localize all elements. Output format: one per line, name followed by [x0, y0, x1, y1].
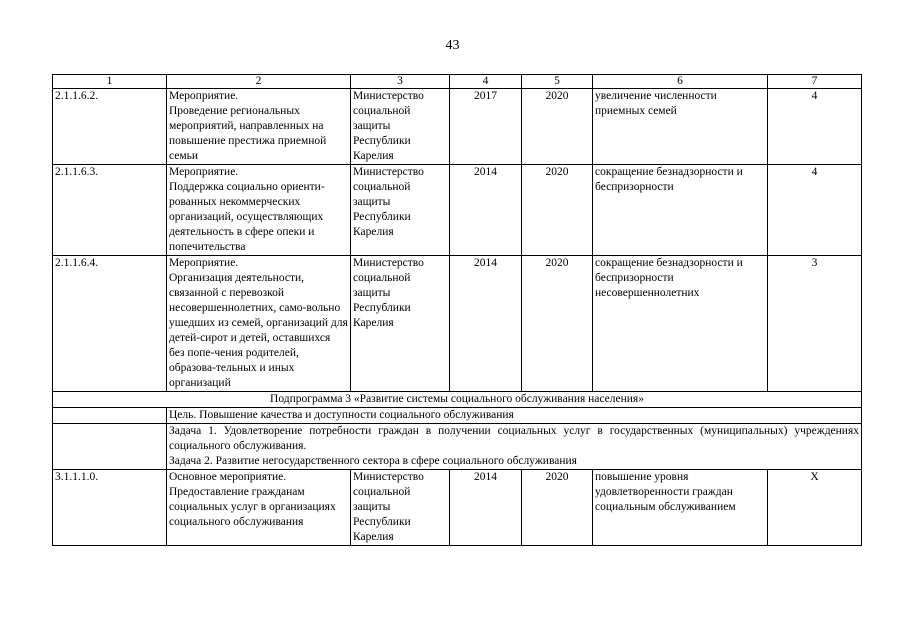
- row-executor: Министерство социальной защиты Республики Карелия: [351, 470, 450, 546]
- row-result: сокращение безнадзорности и беспризорности несовершеннолетних: [593, 256, 768, 392]
- table-row: [53, 89, 862, 165]
- header-cell: 3: [351, 75, 450, 89]
- row-executor: Министерство социальной защиты Республики Карелия: [351, 89, 450, 165]
- row-end-year: 2020: [522, 89, 593, 165]
- row-result: увеличение численности приемных семей: [593, 89, 768, 165]
- empty-cell: [53, 424, 167, 470]
- subprogram-row: [53, 392, 862, 408]
- row-code: 2.1.1.6.4.: [53, 256, 167, 392]
- row-start-year: 2017: [450, 89, 522, 165]
- row-start-year: 2014: [450, 256, 522, 392]
- program-table: [52, 74, 862, 546]
- subprogram-title: Подпрограмма 3 «Развитие системы социального обслуживания населения»: [53, 392, 862, 408]
- row-start-year: 2014: [450, 470, 522, 546]
- table-row: [53, 470, 862, 546]
- goal-row: [53, 408, 862, 424]
- row-event: Мероприятие. Проведение региональных мероприятий, направленных на повышение престижа приемной семьи: [167, 89, 351, 165]
- row-end-year: 2020: [522, 165, 593, 256]
- header-cell: 7: [768, 75, 862, 89]
- row-end-year: 2020: [522, 470, 593, 546]
- table-row: [53, 256, 862, 392]
- table-header-row: [53, 75, 862, 89]
- header-cell: 1: [53, 75, 167, 89]
- header-cell: 6: [593, 75, 768, 89]
- tasks-row: [53, 424, 862, 470]
- page-number: 43: [445, 38, 460, 53]
- row-result: сокращение безнадзорности и беспризорности: [593, 165, 768, 256]
- task-2-text: Задача 2. Развитие негосударственного сектора в сфере социального обслуживания: [169, 455, 577, 467]
- row-end-year: 2020: [522, 256, 593, 392]
- row-event: Мероприятие. Поддержка социально ориенти-рованных некоммерческих организаций, осуществляющих деятельность в сфере опеки и попечительства: [167, 165, 351, 256]
- row-code: 2.1.1.6.3.: [53, 165, 167, 256]
- row-start-year: 2014: [450, 165, 522, 256]
- task-1-text: Задача 1. Удовлетворение потребности граждан в получении социальных услуг в государственных (муниципальных) учреждениях социального обслуживания.: [169, 425, 859, 452]
- row-indicator: 4: [768, 89, 862, 165]
- tasks-cell: [167, 424, 862, 470]
- header-cell: 5: [522, 75, 593, 89]
- goal-text: Цель. Повышение качества и доступности социального обслуживания: [167, 408, 862, 424]
- row-indicator: 4: [768, 165, 862, 256]
- row-indicator: 3: [768, 256, 862, 392]
- row-result: повышение уровня удовлетворенности граждан социальным обслуживанием: [593, 470, 768, 546]
- row-code: 3.1.1.1.0.: [53, 470, 167, 546]
- row-indicator: Х: [768, 470, 862, 546]
- row-code: 2.1.1.6.2.: [53, 89, 167, 165]
- row-event: Мероприятие. Организация деятельности, связанной с перевозкой несовершеннолетних, само-вольно ушедших из семей, организаций для детей-сирот и детей, оставшихся без попе-чения родителей, образова-тельных и иных организаций: [167, 256, 351, 392]
- header-cell: 4: [450, 75, 522, 89]
- empty-cell: [53, 408, 167, 424]
- row-event: Основное мероприятие. Предоставление гражданам социальных услуг в организациях социального обслуживания: [167, 470, 351, 546]
- header-cell: 2: [167, 75, 351, 89]
- row-executor: Министерство социальной защиты Республики Карелия: [351, 165, 450, 256]
- row-executor: Министерство социальной защиты Республики Карелия: [351, 256, 450, 392]
- table-row: [53, 165, 862, 256]
